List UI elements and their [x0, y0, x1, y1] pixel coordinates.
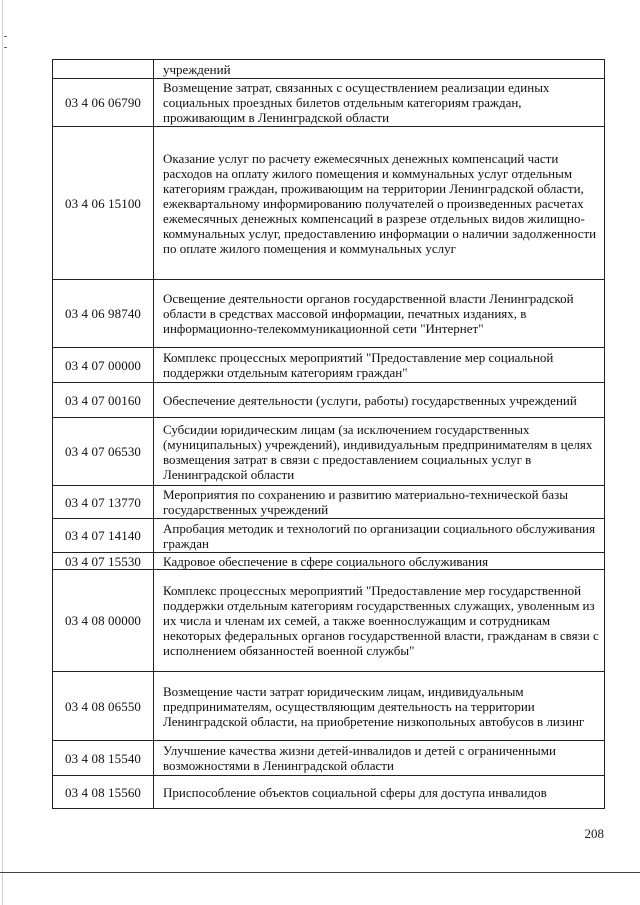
row-code: 03 4 07 00000 — [53, 348, 154, 383]
table-row — [53, 60, 605, 79]
row-description: учреждений — [154, 60, 605, 79]
row-description: Мероприятия по сохранению и развитию материально-технической базы государственных учреждений — [154, 486, 605, 519]
row-code: 03 4 08 15560 — [53, 776, 154, 809]
row-code: 03 4 07 06530 — [53, 418, 154, 486]
row-description: Возмещение затрат, связанных с осуществлением реализации единых социальных проездных билетов отдельным категориям граждан, проживающим в Ленинградской области — [154, 79, 605, 127]
table-row — [53, 672, 605, 741]
row-description: Апробация методик и технологий по организации социального обслуживания граждан — [154, 519, 605, 553]
row-description: Комплекс процессных мероприятий "Предоставление мер социальной поддержки отдельным категориям граждан" — [154, 348, 605, 383]
row-description: Субсидии юридическим лицам (за исключением государственных (муниципальных) учреждений), индивидуальным предпринимателям в целях возмещения затрат в связи с предоставлением социальных услуг в Ленинградской области — [154, 418, 605, 486]
row-code: 03 4 07 14140 — [53, 519, 154, 553]
table-row — [53, 127, 605, 280]
row-code: 03 4 06 98740 — [53, 280, 154, 348]
table-row — [53, 418, 605, 486]
row-code: 03 4 08 06550 — [53, 672, 154, 741]
row-code: 03 4 07 13770 — [53, 486, 154, 519]
scan-bottom-edge — [0, 872, 640, 873]
row-description: Улучшение качества жизни детей-инвалидов и детей с ограниченными возможностями в Ленинградской области — [154, 741, 605, 776]
row-description: Комплекс процессных мероприятий "Предоставление мер государственной поддержки отдельным категориям государственных служащих, уволенным из их числа и членам их семей, а также военнослужащим и сотрудникам некоторых федеральных органов государственной власти, гражданам в связи с исполнением обязанностей военной службы" — [154, 570, 605, 672]
scan-mark — [4, 47, 7, 48]
scan-left-edge — [2, 0, 3, 905]
table-row — [53, 741, 605, 776]
budget-classification-table — [52, 59, 605, 809]
row-code: 03 4 07 00160 — [53, 383, 154, 418]
row-description: Обеспечение деятельности (услуги, работы) государственных учреждений — [154, 383, 605, 418]
row-code: 03 4 08 00000 — [53, 570, 154, 672]
row-description: Приспособление объектов социальной сферы для доступа инвалидов — [154, 776, 605, 809]
table-row — [53, 519, 605, 553]
row-description: Оказание услуг по расчету ежемесячных денежных компенсаций части расходов на оплату жилого помещения и коммунальных услуг отдельным категориям граждан, проживающим на территории Ленинградской области, ежеквартальному информированию получателей о произведенных расчетах ежемесячных денежных компенсаций в разрезе отдельных видов жилищно-коммунальных услуг, предоставлению информации о наличии задолженности по оплате жилого помещения и коммунальных услуг — [154, 127, 605, 280]
row-code: 03 4 06 15100 — [53, 127, 154, 280]
row-code: 03 4 07 15530 — [53, 553, 154, 570]
table-row — [53, 776, 605, 809]
table-row — [53, 570, 605, 672]
row-description: Возмещение части затрат юридическим лицам, индивидуальным предпринимателям, осуществляющим деятельность на территории Ленинградской области, на приобретение низкопольных автобусов в лизинг — [154, 672, 605, 741]
table-row — [53, 553, 605, 570]
table-row — [53, 383, 605, 418]
row-description: Освещение деятельности органов государственной власти Ленинградской области в средствах массовой информации, печатных изданиях, в информационно-телекоммуникационной сети "Интернет" — [154, 280, 605, 348]
row-description: Кадровое обеспечение в сфере социального обслуживания — [154, 553, 605, 570]
row-code — [53, 60, 154, 79]
table-row — [53, 486, 605, 519]
row-code: 03 4 08 15540 — [53, 741, 154, 776]
row-code: 03 4 06 06790 — [53, 79, 154, 127]
table-row — [53, 280, 605, 348]
table-row — [53, 79, 605, 127]
table-row — [53, 348, 605, 383]
scan-mark — [4, 36, 7, 37]
page-number: 208 — [584, 826, 604, 841]
